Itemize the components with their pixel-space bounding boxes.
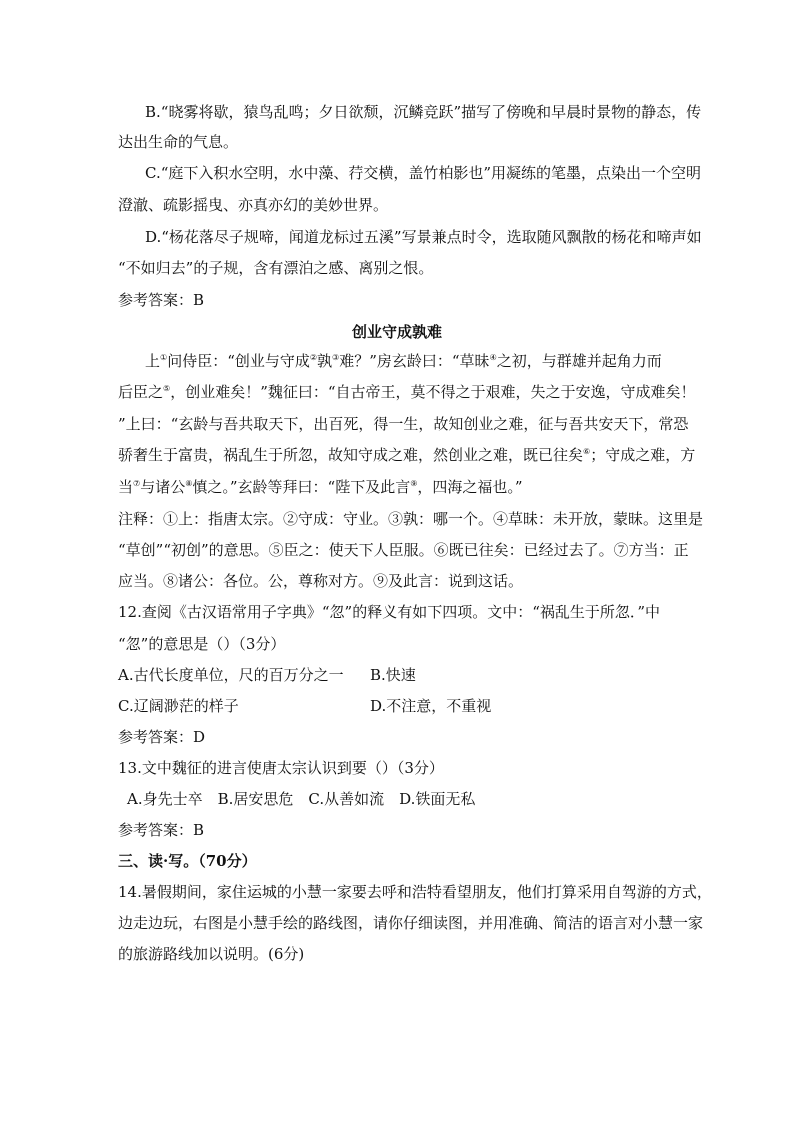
notes-line-3: 应当。⑧诸公：各位。公，尊称对方。⑨及此言：说到这话。 — [118, 572, 524, 590]
notes-line-2: “草创”“初创”的意思。⑤臣之：使天下人臣服。⑥既已往矣：已经过去了。⑦方当：正 — [118, 541, 689, 559]
section-3-heading: 三、读·写。（70分） — [118, 852, 257, 870]
q13-stem: 13.文中魏征的进言使唐太宗认识到要（）（3分） — [118, 759, 444, 777]
q12-stem-line2: “忽”的意思是（）（3分） — [118, 635, 286, 653]
passage-line-2: 后臣之⑤，创业难矣！”魏征曰：“自古帝王，莫不得之于艰难，失之于安逸，守成难矣！ — [118, 383, 696, 401]
notes-line-1: 注释：①上：指唐太宗。②守成：守业。③孰：哪一个。④草昧：未开放，蒙昧。这里是 — [118, 510, 704, 528]
q12-option-d: D.不注意，不重视 — [370, 697, 492, 715]
q11-option-c-line2: 澄澈、疏影摇曳、亦真亦幻的美妙世界。 — [118, 196, 389, 214]
q14-line-2: 边走边玩，右图是小慧手绘的路线图，请你仔细读图，并用准确、简洁的语言对小慧一家 — [118, 914, 704, 932]
passage-line-4: 骄奢生于富贵，祸乱生于所忽，故知守成之难，然创业之难，既已往矣⑥；守成之难，方 — [118, 446, 696, 464]
passage-line-3: ”上曰：“玄龄与吾共取天下，出百死，得一生，故知创业之难，征与吾共安天下，常恐 — [118, 415, 689, 433]
q11-option-b-line2: 达出生命的气息。 — [118, 133, 239, 151]
passage-title: 创业守成孰难 — [351, 323, 442, 341]
q11-answer: 参考答案：B — [118, 291, 205, 309]
q11-option-b-line1: B.“晓雾将歇，猿鸟乱鸣；夕日欲颓，沉鳞竞跃”描写了傍晚和早晨时景物的静态，传 — [145, 103, 702, 121]
q11-option-d-line2: “不如归去”的子规，含有漂泊之感、离别之恨。 — [118, 259, 434, 277]
q14-line-1: 14.暑假期间，家住运城的小慧一家要去呼和浩特看望朋友，他们打算采用自驾游的方式， — [118, 883, 712, 901]
q12-option-a: A.古代长度单位，尺的百万分之一 — [118, 666, 344, 684]
q11-option-c-line1: C.“庭下入积水空明，水中藻、荇交横，盖竹柏影也”用凝练的笔墨，点染出一个空明 — [145, 164, 702, 182]
q12-option-c: C.辽阔渺茫的样子 — [118, 697, 239, 715]
q11-option-d-line1: D.“杨花落尽子规啼，闻道龙标过五溪”写景兼点时令，选取随风飘散的杨花和啼声如 — [145, 228, 702, 246]
passage-line-5: 当⑦与诸公⑧慎之。”玄龄等拜曰：“陛下及此言⑨，四海之福也。” — [118, 478, 523, 496]
passage-line-1: 上①问侍臣：“创业与守成②孰③难？”房玄龄曰：“草昧④之初，与群雄并起角力而 — [145, 352, 662, 370]
q13-options: A.身先士卒 B.居安思危 C.从善如流 D.铁面无私 — [127, 790, 476, 808]
q12-stem-line1: 12.查阅《古汉语常用子字典》“忽”的释义有如下四项。文中：“祸乱生于所忽．”中 — [118, 603, 661, 621]
q13-answer: 参考答案：B — [118, 821, 205, 839]
q14-line-3: 的旅游路线加以说明。(6分) — [118, 945, 305, 963]
q12-answer: 参考答案：D — [118, 728, 206, 746]
q12-option-b: B.快速 — [370, 666, 416, 684]
